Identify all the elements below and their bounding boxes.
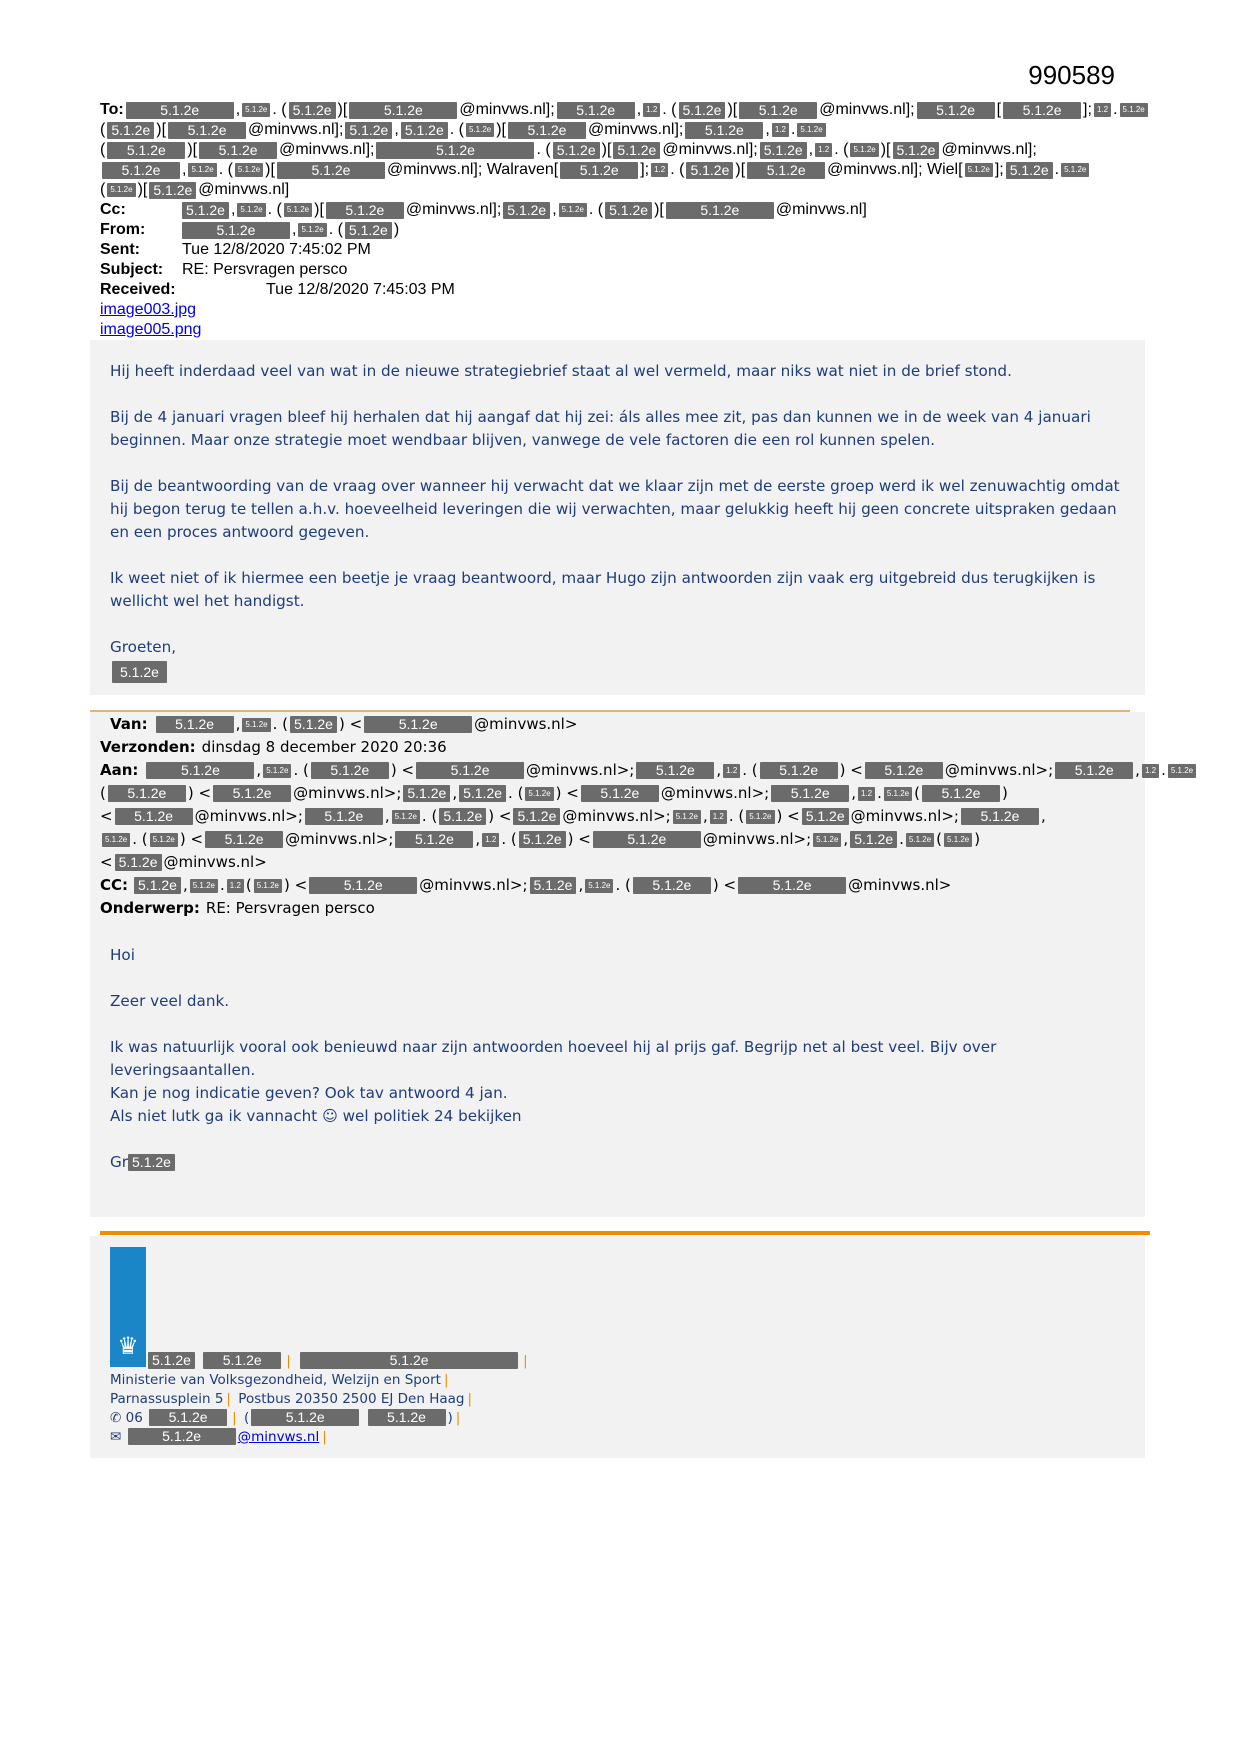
redaction: 5.1.2e xyxy=(126,102,234,119)
document-number: 990589 xyxy=(1028,60,1115,90)
email-domain: @minvws.nl]; xyxy=(941,141,1037,158)
ministry-name: Ministerie van Volksgezondheid, Welzijn en Sport xyxy=(110,1372,441,1388)
received-line xyxy=(100,280,1130,300)
quoted-signoff: Gr xyxy=(110,1153,129,1171)
redaction: 5.1.2e xyxy=(376,142,534,159)
signature-divider xyxy=(100,1231,1150,1235)
redaction: 5.1.2e xyxy=(237,203,265,217)
redaction: 5.1.2e xyxy=(738,877,846,894)
redaction: 1.2 xyxy=(482,833,499,847)
email-domain: @minvws.nl]; xyxy=(819,101,915,118)
email-link[interactable]: @minvws.nl xyxy=(237,1429,320,1445)
email-domain: @minvws.nl> xyxy=(474,715,578,733)
redaction: 5.1.2e xyxy=(685,122,763,139)
redaction: 5.1.2e xyxy=(560,162,638,179)
redaction: 5.1.2e xyxy=(1061,163,1089,177)
redaction: 5.1.2e xyxy=(519,831,566,848)
crest-icon: ♛ xyxy=(117,1333,139,1360)
redaction: 5.1.2e xyxy=(679,102,726,119)
reply-body xyxy=(110,360,1130,684)
redaction: 5.1.2e xyxy=(128,1428,236,1445)
redaction: 5.1.2e xyxy=(368,1409,446,1426)
cc-label: Cc: xyxy=(100,201,126,218)
redaction: 5.1.2e xyxy=(666,202,774,219)
redaction: 5.1.2e xyxy=(182,202,229,219)
received-value: Tue 12/8/2020 7:45:03 PM xyxy=(266,281,455,298)
email-domain: @minvws.nl]; xyxy=(459,101,555,118)
redaction: 5.1.2e xyxy=(168,122,246,139)
subject-line xyxy=(100,260,1130,280)
redaction: 5.1.2e xyxy=(254,879,282,893)
address: Parnassusplein 5 xyxy=(110,1391,224,1407)
redaction: 5.1.2e xyxy=(403,785,450,802)
redaction: 5.1.2e xyxy=(1120,103,1148,117)
redaction: 5.1.2e xyxy=(961,808,1039,825)
email-domain: @minvws.nl>; xyxy=(944,761,1054,779)
email-domain: @minvws.nl> xyxy=(163,853,267,871)
redaction: 5.1.2e xyxy=(395,831,473,848)
email-domain: @minvws.nl>; xyxy=(293,784,402,802)
redaction: 5.1.2e xyxy=(459,785,506,802)
email-domain: @minvws.nl>; xyxy=(702,830,812,848)
from-label: From: xyxy=(100,221,146,238)
sent-value: Tue 12/8/2020 7:45:02 PM xyxy=(182,241,371,258)
postbus: Postbus 20350 2500 EJ Den Haag xyxy=(238,1391,465,1407)
email-domain: @minvws.nl]; xyxy=(588,121,684,138)
redaction: 5.1.2e xyxy=(364,716,472,733)
from-line: From: 5.1.2e , 5.1.2e . ( 5.1.2e ) xyxy=(100,221,400,238)
redaction: 5.1.2e xyxy=(1055,762,1133,779)
redaction: 5.1.2e xyxy=(1168,764,1196,778)
to-line-2: ( 5.1.2e )[ 5.1.2e @minvws.nl]; 5.1.2e , 5.1.2e . ( 5.1.2e )[ 5.1.2e @minvws.nl]; 5.1.2e , 1.2 . 5.1.2e xyxy=(100,120,1130,140)
email-domain: @minvws.nl>; xyxy=(562,807,671,825)
ministry-logo xyxy=(110,1247,146,1367)
to-line-4: 5.1.2e , 5.1.2e . ( 5.1.2e )[ 5.1.2e @minvws.nl]; Walraven[ 5.1.2e ]; 1.2 . ( 5.1.2e )[ 5.1.2e @minvws.nl]; Wiel[ 5.1.2e ]; 5.1.2e . 5.1.2e xyxy=(100,160,1130,180)
email-domain: @minvws.nl>; xyxy=(850,807,959,825)
redaction: 5.1.2e xyxy=(865,762,943,779)
redaction: 1.2 xyxy=(1094,103,1111,117)
redaction: 5.1.2e xyxy=(345,122,392,139)
redaction: 5.1.2e xyxy=(739,102,817,119)
signature-block: 5.1.2e 5.1.2e | 5.1.2e | Ministerie van Volksgezondheid, Welzijn en Sport | Parnassusplein 5 | Postbus 20350 2500 EJ Den Haag | ✆ 06 5.1.2e | ( 5.1.2e 5.1.2e ) | ✉ 5.1.2e @minvws.nl | xyxy=(110,1352,528,1445)
onderwerp-value: RE: Persvragen persco xyxy=(205,899,375,917)
wiel-name: Wiel[ xyxy=(927,161,963,178)
quoted-body xyxy=(110,944,1130,1174)
quoted-line: Als niet lutk ga ik vannacht ☺ wel politiek 24 bekijken xyxy=(110,1107,522,1125)
redaction: 5.1.2e xyxy=(613,142,660,159)
aan-label: Aan: xyxy=(100,761,139,779)
redaction: 5.1.2e xyxy=(503,202,550,219)
redaction: 1.2 xyxy=(772,123,789,137)
redaction: 1.2 xyxy=(651,163,668,177)
redaction: 1.2 xyxy=(723,764,740,778)
redaction: 5.1.2e xyxy=(199,142,277,159)
redaction: 5.1.2e xyxy=(326,202,404,219)
quoted-line: Ik was natuurlijk vooral ook benieuwd naar zijn antwoorden hoeveel hij al prijs gaf. Begrijp net al best veel. Bijv over leveringsaantallen. xyxy=(110,1038,997,1079)
redaction: 5.1.2e xyxy=(305,808,383,825)
redaction: 5.1.2e xyxy=(298,223,326,237)
redaction: 5.1.2e xyxy=(557,102,635,119)
to-label: To: xyxy=(100,101,124,118)
aan-line-1: Aan: 5.1.2e , 5.1.2e . ( 5.1.2e ) < 5.1.2e @minvws.nl>; 5.1.2e , 1.2 . ( 5.1.2e ) < 5.1.2e @minvws.nl>; 5.1.2e , 1.2 . 5.1.2e xyxy=(100,759,1140,782)
reply-paragraph: Bij de 4 januari vragen bleef hij herhalen dat hij aangaf dat hij zei: áls alles mee zit, pas dan kunnen we in de week van 4 januari beginnen. Maar onze strategie moet wendbaar blijven, vanwege de vele factoren die een rol kunnen spelen. xyxy=(110,408,1091,449)
redaction: 5.1.2e xyxy=(893,142,940,159)
redaction: 5.1.2e xyxy=(813,833,841,847)
quoted-cc-label: CC: xyxy=(100,876,129,894)
to-line-5: ( 5.1.2e )[ 5.1.2e @minvws.nl] xyxy=(100,181,290,198)
redaction: 5.1.2e xyxy=(107,142,185,159)
phone-icon: ✆ xyxy=(110,1410,122,1426)
redaction: 5.1.2e xyxy=(148,1352,195,1369)
redaction: 5.1.2e xyxy=(289,102,336,119)
redaction: 5.1.2e xyxy=(416,762,524,779)
van-line: Van: 5.1.2e , 5.1.2e . ( 5.1.2e ) < 5.1.2e @minvws.nl> xyxy=(100,713,1140,736)
redaction: 5.1.2e xyxy=(188,163,216,177)
redaction: 5.1.2e xyxy=(203,1352,281,1369)
attachment-link-image003[interactable]: image003.jpg xyxy=(100,301,197,318)
redaction: 5.1.2e xyxy=(146,762,254,779)
sent-label: Sent: xyxy=(100,241,140,258)
email-header xyxy=(100,100,1145,340)
reply-paragraph: Ik weet niet of ik hiermee een beetje je vraag beantwoord, maar Hugo zijn antwoorden zijn vaak erg uitgebreid dus terugkijken is wellicht wel het handigst. xyxy=(110,569,1096,610)
onderwerp-label: Onderwerp: xyxy=(100,899,200,917)
redaction: 5.1.2e xyxy=(922,785,1000,802)
redaction: 5.1.2e xyxy=(917,102,995,119)
redaction: 5.1.2e xyxy=(760,142,807,159)
email-domain: @minvws.nl]; xyxy=(405,201,502,218)
redaction: 5.1.2e xyxy=(553,142,600,159)
redaction: 5.1.2e xyxy=(850,831,897,848)
redaction: 5.1.2e xyxy=(235,163,263,177)
redaction: 5.1.2e xyxy=(263,764,291,778)
email-domain: @minvws.nl]; xyxy=(386,161,483,178)
redaction: 1.2 xyxy=(815,143,832,157)
redaction: 5.1.2e xyxy=(508,122,586,139)
redaction: 5.1.2e xyxy=(190,879,218,893)
redaction: 5.1.2e xyxy=(349,102,457,119)
email-domain: @minvws.nl>; xyxy=(660,784,770,802)
redaction: 5.1.2e xyxy=(149,1409,227,1426)
sent-line xyxy=(100,240,1130,260)
redaction: 5.1.2e xyxy=(251,1409,359,1426)
redaction: 5.1.2e xyxy=(309,877,417,894)
quoted-greeting: Hoi xyxy=(110,946,135,964)
redaction: 5.1.2e xyxy=(850,143,878,157)
email-domain: @minvws.nl>; xyxy=(285,830,394,848)
redaction: 5.1.2e xyxy=(150,833,178,847)
aan-line-5: < 5.1.2e @minvws.nl> xyxy=(100,851,1140,874)
redaction: 5.1.2e xyxy=(673,810,701,824)
email-domain: @minvws.nl>; xyxy=(526,761,635,779)
aan-line-4: 5.1.2e . ( 5.1.2e ) < 5.1.2e @minvws.nl>; 5.1.2e , 1.2 . ( 5.1.2e ) < 5.1.2e @minvws.nl>; 5.1.2e , 5.1.2e . 5.1.2e ( 5.1.2e ) xyxy=(100,828,1140,851)
quoted-header xyxy=(100,713,1194,920)
redaction: 5.1.2e xyxy=(149,182,196,199)
redaction: 5.1.2e xyxy=(128,1154,175,1171)
redaction: 5.1.2e xyxy=(300,1352,518,1369)
redaction: 5.1.2e xyxy=(747,162,825,179)
envelope-icon: ✉ xyxy=(110,1429,122,1445)
reply-greeting: Groeten, xyxy=(110,638,177,656)
redaction: 5.1.2e xyxy=(585,879,613,893)
redaction: 5.1.2e xyxy=(108,785,186,802)
van-label: Van: xyxy=(110,715,148,733)
cc-line: Cc: 5.1.2e , 5.1.2e . ( 5.1.2e )[ 5.1.2e @minvws.nl]; 5.1.2e , 5.1.2e . ( 5.1.2e )[ 5.1.2e @minvws.nl] xyxy=(100,201,867,218)
subject-value: RE: Persvragen persco xyxy=(182,261,348,278)
email-domain: @minvws.nl]; xyxy=(279,141,375,158)
redaction: 5.1.2e xyxy=(107,183,135,197)
verzonden-value: dinsdag 8 december 2020 20:36 xyxy=(201,738,447,756)
redaction: 5.1.2e xyxy=(242,103,270,117)
redaction: 5.1.2e xyxy=(290,716,337,733)
subject-label: Subject: xyxy=(100,261,164,278)
redaction: 5.1.2e xyxy=(965,163,993,177)
redaction: 5.1.2e xyxy=(277,162,385,179)
redaction: 5.1.2e xyxy=(906,833,934,847)
redaction: 5.1.2e xyxy=(605,202,652,219)
quoted-cc-line: CC: 5.1.2e , 5.1.2e . 1.2 ( 5.1.2e ) < 5.1.2e @minvws.nl>; 5.1.2e , 5.1.2e . ( 5.1.2e ) < 5.1.2e @minvws.nl> xyxy=(100,874,1140,897)
aan-line-3: < 5.1.2e @minvws.nl>; 5.1.2e , 5.1.2e . ( 5.1.2e ) < 5.1.2e @minvws.nl>; 5.1.2e , 1.2 . ( 5.1.2e ) < 5.1.2e @minvws.nl>; 5.1.2e , xyxy=(100,805,1140,828)
redaction: 1.2 xyxy=(643,103,660,117)
to-line-3: ( 5.1.2e )[ 5.1.2e @minvws.nl]; 5.1.2e . ( 5.1.2e )[ 5.1.2e @minvws.nl]; 5.1.2e , 1.2 . ( 5.1.2e )[ 5.1.2e @minvws.nl]; xyxy=(100,141,1037,158)
redaction: 5.1.2e xyxy=(401,122,448,139)
redaction: 1.2 xyxy=(858,787,875,801)
redaction: 5.1.2e xyxy=(593,831,701,848)
redaction: 5.1.2e xyxy=(633,877,711,894)
redaction: 5.1.2e xyxy=(112,661,167,683)
redaction: 5.1.2e xyxy=(284,203,312,217)
verzonden-label: Verzonden: xyxy=(100,738,196,756)
email-domain: @minvws.nl]; xyxy=(248,121,344,138)
onderwerp-line xyxy=(100,897,1140,920)
redaction: 5.1.2e xyxy=(1003,102,1081,119)
redaction: 1.2 xyxy=(1142,764,1159,778)
redaction: 5.1.2e xyxy=(760,762,838,779)
quoted-line: Kan je nog indicatie geven? Ook tav antwoord 4 jan. xyxy=(110,1084,508,1102)
redaction: 5.1.2e xyxy=(107,122,154,139)
walraven-name: Walraven[ xyxy=(486,161,559,178)
redaction: 5.1.2e xyxy=(102,162,180,179)
redaction: 5.1.2e xyxy=(797,123,825,137)
redaction: 5.1.2e xyxy=(530,877,577,894)
redaction: 5.1.2e xyxy=(466,123,494,137)
received-label: Received: xyxy=(100,281,176,298)
redaction: 1.2 xyxy=(227,879,244,893)
redaction: 5.1.2e xyxy=(392,810,420,824)
redaction: 5.1.2e xyxy=(102,833,130,847)
email-domain: @minvws.nl]; xyxy=(827,161,923,178)
email-domain: @minvws.nl>; xyxy=(194,807,303,825)
redaction: 5.1.2e xyxy=(345,222,392,239)
redaction: 5.1.2e xyxy=(802,808,849,825)
redaction: 5.1.2e xyxy=(944,833,972,847)
verzonden-line xyxy=(100,736,1140,759)
redaction: 5.1.2e xyxy=(513,808,560,825)
to-line-1: To: 5.1.2e , 5.1.2e . ( 5.1.2e )[ 5.1.2e @minvws.nl]; 5.1.2e , 1.2 . ( 5.1.2e )[ 5.1.2e @minvws.nl]; 5.1.2e [ 5.1.2e ]; 1.2 . 5.1.2e xyxy=(100,100,1130,120)
redaction: 5.1.2e xyxy=(134,877,181,894)
redaction: 5.1.2e xyxy=(525,787,553,801)
reply-paragraph: Bij de beantwoording van de vraag over wanneer hij verwacht dat we klaar zijn met de eerste groep werd ik wel zenuwachtig omdat hij begon terug te tellen a.h.v. hoeveelheid leveringen die wij verwachten, maar gelukkig heeft hij geen concrete uitspraken gedaan en een proces antwoord gegeven. xyxy=(110,477,1120,541)
redaction: 5.1.2e xyxy=(746,810,774,824)
phone-prefix: 06 xyxy=(125,1410,143,1426)
quoted-thanks: Zeer veel dank. xyxy=(110,992,230,1010)
redaction: 5.1.2e xyxy=(686,162,733,179)
email-domain: @minvws.nl]; xyxy=(662,141,758,158)
aan-line-2: ( 5.1.2e ) < 5.1.2e @minvws.nl>; 5.1.2e , 5.1.2e . ( 5.1.2e ) < 5.1.2e @minvws.nl>; 5.1.2e , 1.2 . 5.1.2e ( 5.1.2e ) xyxy=(100,782,1140,805)
redaction: 5.1.2e xyxy=(182,222,290,239)
redaction: 5.1.2e xyxy=(1006,162,1053,179)
email-domain: @minvws.nl] xyxy=(775,201,867,218)
email-domain: @minvws.nl>; xyxy=(419,876,528,894)
redaction: 5.1.2e xyxy=(213,785,291,802)
email-domain: @minvws.nl] xyxy=(198,181,290,198)
redaction: 5.1.2e xyxy=(771,785,849,802)
redaction: 5.1.2e xyxy=(115,854,162,871)
email-domain: @minvws.nl> xyxy=(848,876,952,894)
redaction: 5.1.2e xyxy=(115,808,193,825)
attachment-link-image005[interactable]: image005.png xyxy=(100,321,202,338)
redaction: 5.1.2e xyxy=(311,762,389,779)
redaction: 5.1.2e xyxy=(636,762,714,779)
redaction: 5.1.2e xyxy=(439,808,486,825)
redaction: 1.2 xyxy=(710,810,727,824)
reply-paragraph: Hij heeft inderdaad veel van wat in de nieuwe strategiebrief staat al wel vermeld, maar niks wat niet in de brief stond. xyxy=(110,362,1012,380)
redaction: 5.1.2e xyxy=(581,785,659,802)
redaction: 5.1.2e xyxy=(884,787,912,801)
redaction: 5.1.2e xyxy=(205,831,283,848)
redaction: 5.1.2e xyxy=(156,716,234,733)
redaction: 5.1.2e xyxy=(242,718,270,732)
redaction: 5.1.2e xyxy=(559,203,587,217)
